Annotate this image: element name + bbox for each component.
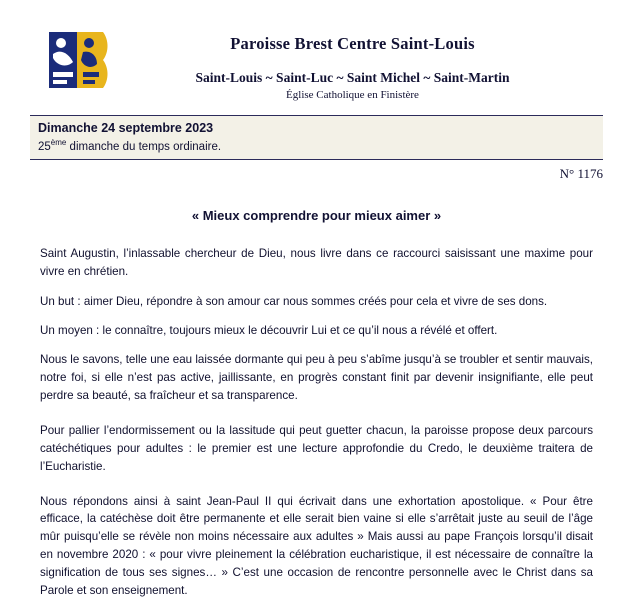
parish-title: Paroisse Brest Centre Saint-Louis (230, 34, 475, 53)
parish-logo (30, 22, 122, 92)
liturgical-number: 25 (38, 140, 51, 153)
liturgical-day (38, 138, 595, 153)
paragraph: Saint Augustin, l’inlassable chercheur de Dieu, nous livre dans ce raccourci saisissant une maxime pour vivre en chrétien. (40, 246, 593, 278)
parish-subtitle: Saint-Louis ~ Saint-Luc ~ Saint Michel ~ Saint-Martin (195, 70, 510, 85)
article-body (40, 182, 593, 600)
article-title: « Mieux comprendre pour mieux aimer » (191, 207, 442, 223)
paragraph: Un but : aimer Dieu, répondre à son amour car nous sommes créés pour cela et vivre de ses dons. (40, 294, 548, 308)
date-band (30, 115, 603, 160)
header-titles (122, 22, 603, 101)
liturgical-text: dimanche du temps ordinaire. (66, 140, 222, 153)
parish-diocese: Église Catholique en Finistère (286, 89, 419, 101)
issue-number: N° 1176 (559, 165, 603, 181)
paragraph: Pour pallier l’endormissement ou la lassitude qui peut guetter chacun, la paroisse propose deux parcours catéchétiques pour adultes : le premier est une lecture approfondie du Credo, le deuxième traitera de l’Eucharistie. (40, 423, 593, 473)
document-header (0, 0, 633, 105)
paragraph: Nous le savons, telle une eau laissée dormante qui peu à peu s’abîme jusqu’à se troubler et sentir mauvais, notre foi, si elle n’est pas active, jaillissante, en progrès constant finit par devenir insignifiante, elle peut perdre sa beauté, sa fraîcheur et sa transparence. (40, 352, 593, 402)
liturgical-ordinal: ème (50, 138, 67, 147)
paragraph: Nous répondons ainsi à saint Jean-Paul II qui écrivait dans une exhortation apostolique. « Pour être efficace, la catéchèse doit être permanente et elle serait bien vaine si elle s’arrêtait juste au seuil de l’âge mûr puisqu’elle se révèle non moins nécessaire aux adultes » Mais aussi au pape François lorsqu’il disait en novembre 2020 : « pour vivre pleinement la célébration eucharistique, il est nécessaire de connaître la signification de tous ses signes… » C’est une occasion de rencontre personnelle avec le Christ dans sa Parole et son enseignement. (40, 494, 593, 598)
paragraph: Un moyen : le connaître, toujours mieux le découvrir Lui et ce qu’il nous a révélé et offert. (40, 323, 498, 337)
publication-date: Dimanche 24 septembre 2023 (38, 121, 214, 135)
